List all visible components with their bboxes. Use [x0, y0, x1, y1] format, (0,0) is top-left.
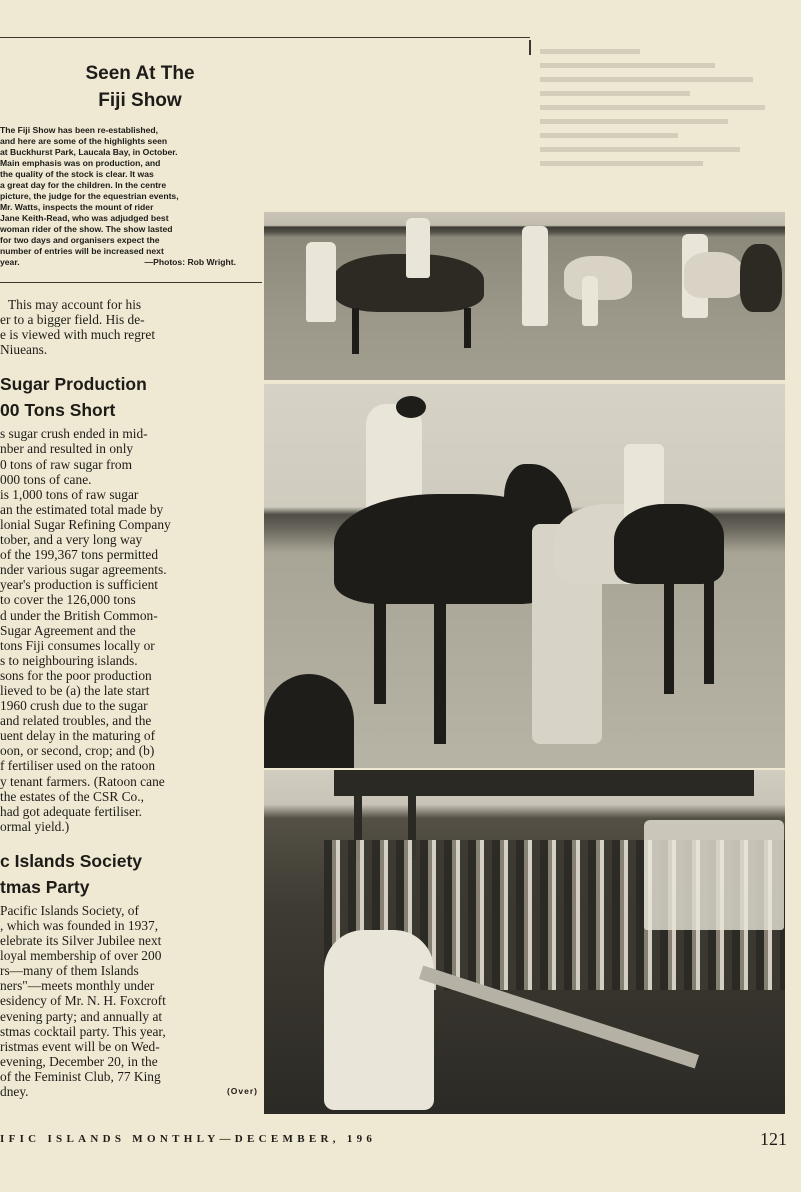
- body-line: loyal membership of over 200: [0, 948, 162, 964]
- body-line: ristmas event will be on Wed-: [0, 1038, 160, 1054]
- body-line: d under the British Common-: [0, 607, 158, 623]
- horse-leg: [704, 574, 714, 684]
- caption-line: the quality of the stock is clear. It was: [0, 169, 154, 179]
- caption-line: picture, the judge for the equestrian events,: [0, 191, 179, 201]
- body-line: and related troubles, and the: [0, 713, 152, 729]
- caption-line: a great day for the children. In the centre: [0, 180, 167, 190]
- body-line: year's production is sufficient: [0, 577, 158, 593]
- caption-line: at Buckhurst Park, Laucala Bay, in October.: [0, 147, 178, 157]
- society-article-body: [0, 902, 258, 1100]
- caption-line: number of entries will be increased next: [0, 246, 164, 256]
- third-horse-figure: [614, 504, 724, 584]
- woman-in-dress-figure: [324, 930, 434, 1110]
- body-line: Niueans.: [0, 342, 48, 358]
- bull-leg: [352, 308, 359, 354]
- caption-line: Jane Keith-Read, who was adjudged best: [0, 213, 169, 223]
- body-line: lonial Sugar Refining Company: [0, 516, 171, 532]
- horse-leg: [374, 594, 386, 704]
- body-line: 000 tons of cane.: [0, 471, 92, 487]
- body-line: nber and resulted in only: [0, 441, 134, 457]
- sugar-article-body: [0, 426, 218, 834]
- sugar-article-heading: [0, 371, 262, 423]
- body-line: is 1,000 tons of raw sugar: [0, 486, 139, 502]
- child-figure: [582, 276, 598, 326]
- body-line: tons Fiji consumes locally or: [0, 637, 155, 653]
- body-line: ners"—meets monthly under: [0, 978, 155, 994]
- caption-line: The Fiji Show has been re-established,: [0, 125, 159, 135]
- caption-line: and here are some of the highlights seen: [0, 136, 168, 146]
- riding-helmet: [396, 396, 426, 418]
- horse-leg: [664, 574, 674, 694]
- body-line: tober, and a very long way: [0, 532, 143, 548]
- body-line: y tenant farmers. (Ratoon cane: [0, 773, 165, 789]
- article-niue-fragment: [0, 297, 218, 357]
- body-line: Pacific Islands Society, of: [0, 902, 139, 918]
- man-figure: [406, 218, 430, 278]
- body-line: evening, December 20, in the: [0, 1053, 158, 1069]
- body-line: s sugar crush ended in mid-: [0, 426, 148, 442]
- society-heading-line-1: c Islands Society: [0, 850, 143, 871]
- grandstand-crowd-photo: [264, 770, 785, 1114]
- body-line: of the Feminist Club, 77 King: [0, 1068, 161, 1084]
- photo-caption: [0, 125, 242, 268]
- horse-leg: [434, 594, 446, 744]
- show-through-text: [540, 40, 790, 210]
- page-footer: [0, 1129, 801, 1153]
- body-line: sons for the poor production: [0, 667, 152, 683]
- continued-over-label: (Over): [226, 1086, 258, 1097]
- top-tick-mark: [529, 40, 531, 55]
- body-line: stmas cocktail party. This year,: [0, 1023, 166, 1039]
- caption-line: for two days and organisers expect the: [0, 235, 160, 245]
- caption-line: woman rider of the show. The show lasted: [0, 224, 173, 234]
- body-line: the estates of the CSR Co.,: [0, 788, 144, 804]
- body-line: 0 tons of raw sugar from: [0, 456, 133, 472]
- caption-heading: [0, 60, 262, 114]
- caption-line: Main emphasis was on production, and: [0, 158, 161, 168]
- page-number: 121: [760, 1129, 787, 1149]
- body-line: rs—many of them Islands: [0, 963, 139, 979]
- body-line: [0, 1084, 258, 1100]
- front-row-spectators: [644, 820, 784, 930]
- photo-credit: —Photos: Rob Wright.: [144, 257, 236, 267]
- body-line: nder various sugar agreements.: [0, 562, 167, 578]
- cattle-parade-photo: [264, 212, 785, 380]
- body-line: evening party; and annually at: [0, 1008, 163, 1024]
- sugar-heading-line-1: Sugar Production: [0, 374, 147, 395]
- body-line: an the estimated total made by: [0, 501, 164, 517]
- sugar-heading-line-2: 00 Tons Short: [0, 400, 116, 421]
- body-line: oon, or second, crop; and (b): [0, 743, 155, 759]
- grandstand-roof: [334, 770, 754, 796]
- body-line: elebrate its Silver Jubilee next: [0, 933, 162, 949]
- body-line: This may account for his: [8, 297, 142, 312]
- equestrian-judging-photo: [264, 384, 785, 768]
- body-line: lieved to be (a) the late start: [0, 682, 150, 698]
- caption-line: year.: [0, 257, 20, 267]
- body-line: er to a bigger field. His de-: [0, 312, 145, 328]
- running-footer: IFIC ISLANDS MONTHLY—DECEMBER, 196: [0, 1133, 377, 1145]
- caption-separator: [0, 282, 262, 283]
- body-line: e is viewed with much regret: [0, 327, 156, 343]
- top-rule: [0, 37, 530, 38]
- body-line: esidency of Mr. N. H. Foxcroft: [0, 993, 166, 1009]
- body-line: Sugar Agreement and the: [0, 622, 136, 638]
- body-line: of the 199,367 tons permitted: [0, 547, 159, 563]
- body-line: had got adequate fertiliser.: [0, 803, 143, 819]
- caption-heading-line-2: Fiji Show: [98, 90, 182, 111]
- cow-figure: [740, 244, 782, 312]
- body-line: , which was founded in 1937,: [0, 918, 159, 933]
- body-line: 1960 crush due to the sugar: [0, 698, 148, 714]
- body-line: uent delay in the maturing of: [0, 728, 156, 744]
- bull-leg: [464, 308, 471, 348]
- calf-figure: [684, 252, 744, 298]
- body-line: f fertiliser used on the ratoon: [0, 758, 156, 774]
- calf-figure: [564, 256, 632, 300]
- girl-figure: [306, 242, 336, 322]
- body-line: s to neighbouring islands.: [0, 652, 138, 668]
- left-column: [0, 60, 262, 1120]
- body-line: ormal yield.): [0, 818, 70, 834]
- handler-figure: [522, 226, 548, 326]
- caption-line: Mr. Watts, inspects the mount of rider: [0, 202, 154, 212]
- spectator-head: [264, 674, 354, 768]
- last-line-text: dney.: [0, 1084, 29, 1100]
- society-heading-line-2: tmas Party: [0, 876, 90, 897]
- body-line: to cover the 126,000 tons: [0, 592, 136, 608]
- caption-heading-line-1: Seen At The: [85, 63, 195, 84]
- society-article-heading: [0, 848, 262, 900]
